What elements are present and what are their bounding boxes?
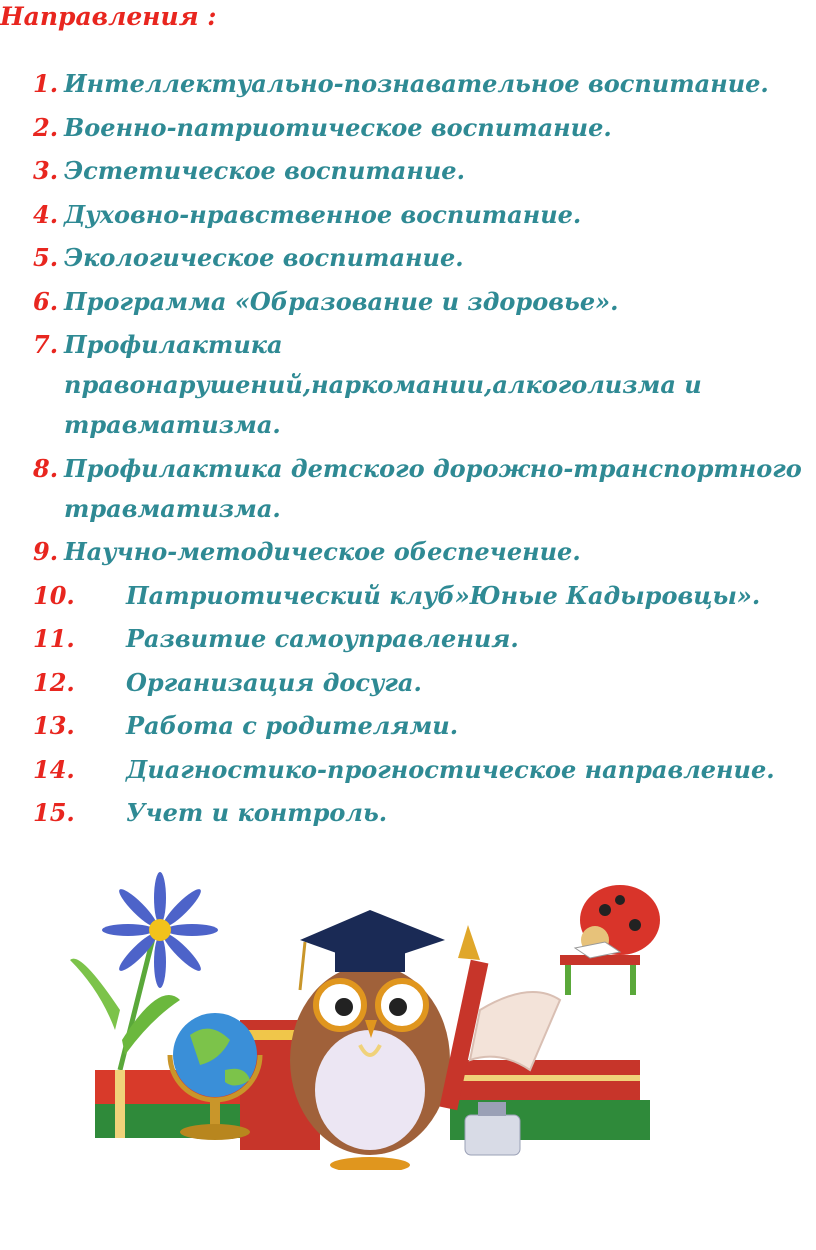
item-text: Патриотический клуб»Юные Кадыровцы».: [126, 580, 761, 610]
item-number: 15.: [33, 798, 75, 827]
list-item: [0, 108, 816, 148]
item-text-line: Профилактика детского дорожно-транспортного: [64, 453, 802, 483]
list-item: [0, 195, 816, 235]
list-item: [0, 151, 816, 191]
item-number: 4.: [33, 199, 59, 229]
list-item: [0, 325, 816, 445]
list-item: [0, 706, 816, 746]
item-number: 11.: [33, 624, 75, 653]
paper-scroll-icon: [470, 992, 560, 1070]
list-item: [0, 449, 816, 529]
item-text: Программа «Образование и здоровье».: [64, 286, 619, 316]
item-number: 9.: [33, 537, 59, 566]
item-number: 8.: [33, 453, 59, 483]
item-text-line: травматизма.: [64, 410, 281, 439]
directions-list: [0, 64, 816, 837]
item-number: 12.: [33, 667, 75, 697]
item-number: 7.: [33, 330, 59, 359]
list-item: [0, 238, 816, 278]
list-item: [0, 793, 816, 833]
item-number: 10.: [33, 580, 75, 610]
list-item: [0, 750, 816, 790]
list-item: [0, 576, 816, 616]
item-text: Духовно-нравственное воспитание.: [64, 199, 582, 229]
item-number: 6.: [33, 286, 59, 316]
item-text: Учет и контроль.: [126, 798, 388, 827]
item-text-line: правонарушений,наркомании,алкоголизма и: [64, 370, 702, 399]
item-text-line: травматизма.: [64, 493, 281, 523]
list-item: [0, 532, 816, 572]
item-number: 1.: [33, 69, 59, 98]
list-item: [0, 619, 816, 659]
item-number: 13.: [33, 711, 75, 740]
item-text: Диагностико-прогностическое направление.: [126, 754, 775, 784]
item-number: 2.: [33, 112, 59, 142]
item-text: Организация досуга.: [126, 667, 422, 697]
item-text: Интеллектуально-познавательное воспитание.: [64, 69, 769, 98]
list-item: [0, 282, 816, 322]
item-text: Эстетическое воспитание.: [64, 156, 465, 185]
item-number: 3.: [33, 156, 59, 185]
ladybug-reading-icon: [560, 885, 660, 995]
item-text: Военно-патриотическое воспитание.: [64, 112, 612, 142]
item-number: 5.: [33, 243, 59, 272]
item-text: Научно-методическое обеспечение.: [64, 537, 581, 566]
item-text: Работа с родителями.: [126, 711, 459, 740]
list-item: [0, 663, 816, 703]
page-title: Направления :: [0, 2, 217, 31]
item-text: Развитие самоуправления.: [126, 624, 519, 653]
item-text: Экологическое воспитание.: [64, 243, 464, 272]
school-illustration: [60, 870, 680, 1170]
item-number: 14.: [33, 754, 75, 784]
list-item: [0, 64, 816, 104]
item-text-line: Профилактика: [64, 330, 283, 359]
